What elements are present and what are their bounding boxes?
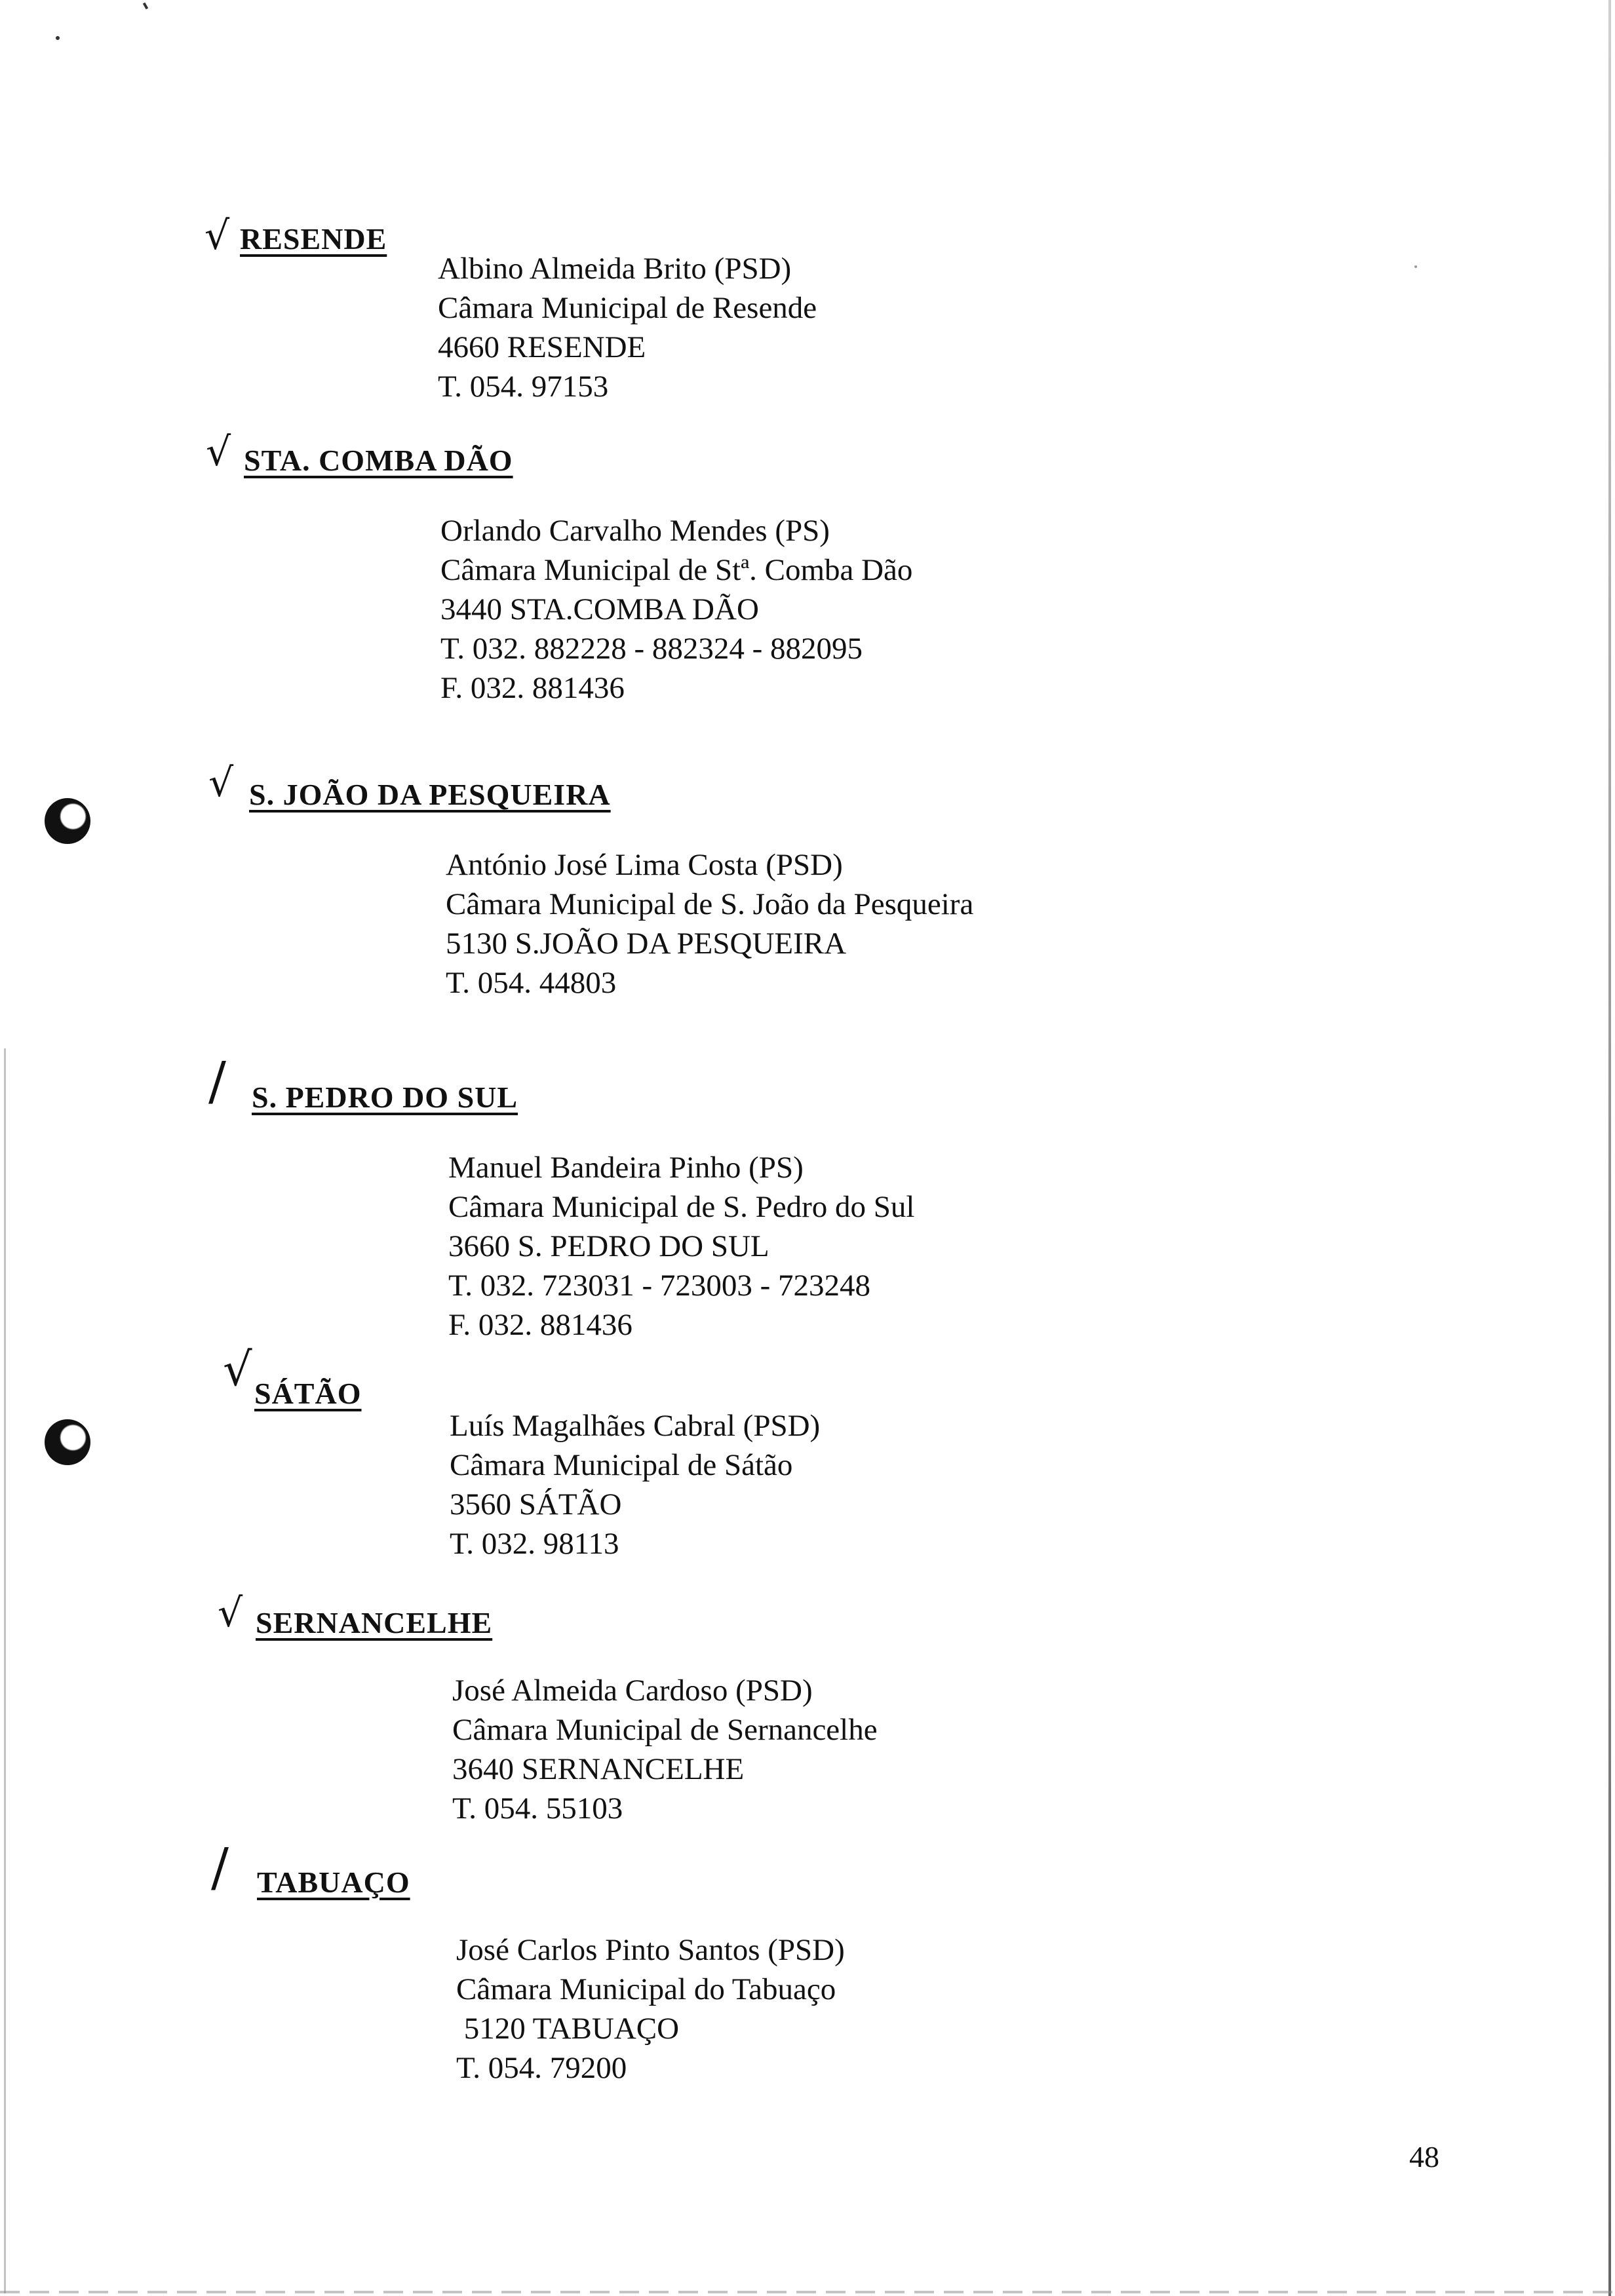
- entry-heading: STA. COMBA DÃO: [244, 444, 513, 477]
- contact-phone: T. 054. 55103: [452, 1791, 623, 1826]
- page-number: 48: [1409, 2140, 1439, 2173]
- scan-edge-artifact: [0, 2291, 1615, 2293]
- contact-phone: T. 032. 98113: [450, 1527, 619, 1561]
- check-mark-icon: /: [208, 1050, 226, 1111]
- scan-speck: [56, 36, 60, 40]
- contact-institution: Câmara Municipal de Resende: [438, 291, 817, 325]
- contact-address: 3660 S. PEDRO DO SUL: [448, 1229, 769, 1263]
- contact-institution: Câmara Municipal de Sernancelhe: [452, 1713, 878, 1747]
- check-mark-icon: √: [206, 429, 231, 475]
- contact-address: 5120 TABUAÇO: [456, 2012, 680, 2046]
- scan-edge-artifact: [1608, 0, 1611, 2296]
- entry-details: [448, 1148, 914, 1345]
- contact-name: José Carlos Pinto Santos (PSD): [456, 1933, 845, 1967]
- check-mark-icon: /: [211, 1837, 229, 1898]
- contact-fax: F. 032. 881436: [440, 671, 625, 705]
- contact-institution: Câmara Municipal de Stª. Comba Dão: [440, 553, 913, 587]
- entry-details: [452, 1671, 878, 1828]
- contact-phone: T. 054. 44803: [446, 966, 617, 1000]
- scan-speck: [143, 3, 148, 10]
- contact-address: 3560 SÁTÃO: [450, 1487, 622, 1521]
- contact-name: José Almeida Cardoso (PSD): [452, 1674, 813, 1708]
- contact-name: Orlando Carvalho Mendes (PS): [440, 514, 830, 548]
- scan-speck: [1414, 265, 1417, 268]
- entry-heading: S. JOÃO DA PESQUEIRA: [249, 778, 611, 811]
- contact-institution: Câmara Municipal do Tabuaço: [456, 1972, 836, 2006]
- scan-edge-artifact: [4, 1048, 6, 2293]
- contact-address: 3640 SERNANCELHE: [452, 1752, 745, 1786]
- contact-institution: Câmara Municipal de S. Pedro do Sul: [448, 1190, 915, 1224]
- entry-details: [438, 249, 817, 406]
- contact-phone: T. 032. 882228 - 882324 - 882095: [440, 632, 863, 666]
- entry-details: [450, 1406, 820, 1563]
- entry-heading: TABUAÇO: [257, 1866, 410, 1899]
- entry-heading: S. PEDRO DO SUL: [252, 1081, 518, 1114]
- contact-phone: T. 054. 79200: [456, 2051, 627, 2085]
- punch-hole: [45, 1419, 90, 1465]
- contact-name: Manuel Bandeira Pinho (PS): [448, 1151, 804, 1185]
- entry-details: [446, 845, 973, 1003]
- contact-address: 5130 S.JOÃO DA PESQUEIRA: [446, 927, 847, 961]
- check-mark-icon: √: [204, 213, 230, 259]
- contact-institution: Câmara Municipal de S. João da Pesqueira: [446, 887, 974, 921]
- check-mark-icon: √: [218, 1590, 243, 1636]
- entry-details: [440, 511, 912, 708]
- contact-institution: Câmara Municipal de Sátão: [450, 1448, 793, 1482]
- entry-heading: RESENDE: [240, 222, 387, 256]
- contact-address: 3440 STA.COMBA DÃO: [440, 592, 759, 626]
- contact-address: 4660 RESENDE: [438, 330, 646, 364]
- contact-name: Albino Almeida Brito (PSD): [438, 252, 792, 286]
- contact-phone: T. 054. 97153: [438, 370, 609, 404]
- entry-heading: SERNANCELHE: [256, 1606, 493, 1639]
- entry-heading: SÁTÃO: [254, 1377, 362, 1410]
- contact-name: Luís Magalhães Cabral (PSD): [450, 1409, 821, 1443]
- check-mark-icon: √: [223, 1343, 252, 1396]
- punch-hole: [45, 798, 90, 844]
- contact-name: António José Lima Costa (PSD): [446, 848, 843, 882]
- entry-details: [456, 1930, 845, 2088]
- check-mark-icon: √: [208, 760, 234, 806]
- contact-phone: T. 032. 723031 - 723003 - 723248: [448, 1269, 871, 1303]
- contact-fax: F. 032. 881436: [448, 1308, 632, 1342]
